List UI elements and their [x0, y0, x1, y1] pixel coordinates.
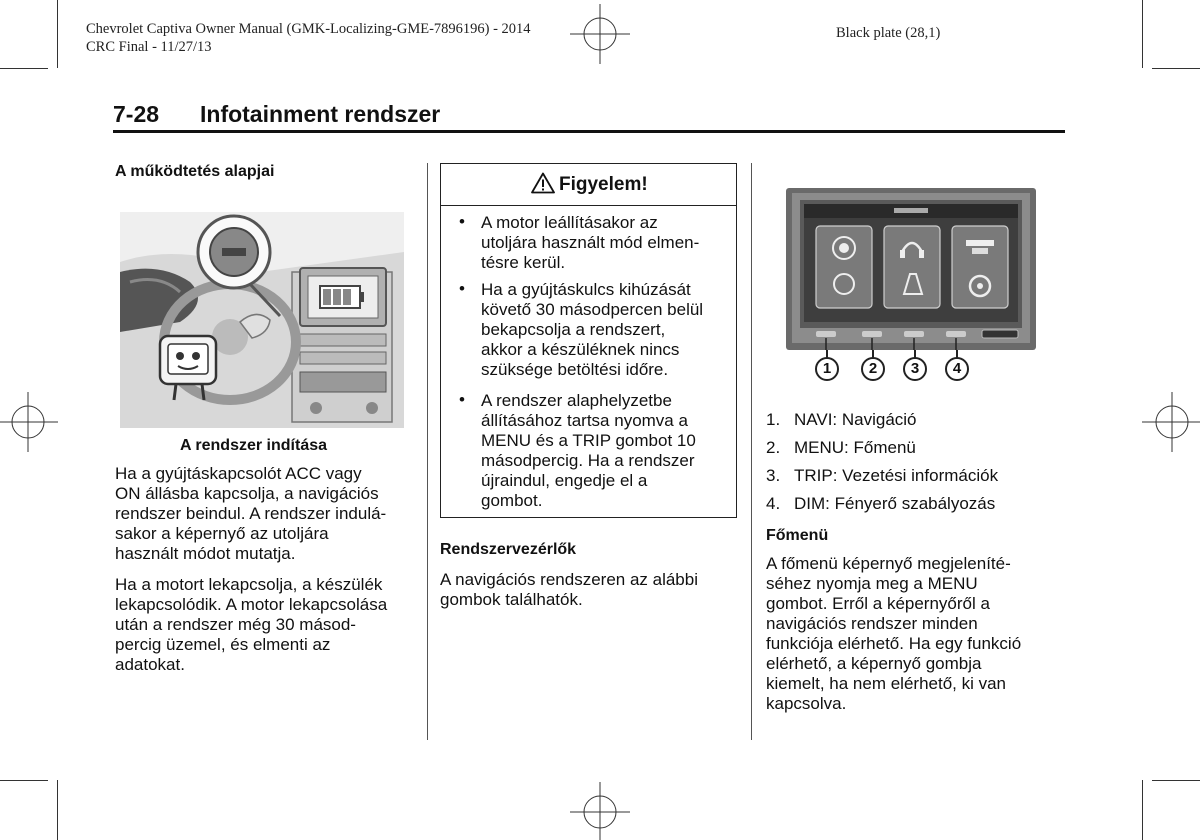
paragraph-main-menu — [766, 554, 1021, 714]
bullet: • — [459, 212, 465, 231]
page-title: Infotainment rendszer — [200, 101, 441, 127]
paragraph-controls — [440, 570, 698, 610]
callout-3: 3 — [903, 357, 927, 381]
warning-triangle-icon — [531, 172, 555, 194]
warning-header — [441, 164, 736, 206]
paragraph-line: kapcsolva. — [766, 694, 847, 713]
list-item-menu: MENU: Főmenü — [794, 438, 916, 457]
paragraph-line: funkciója elérhető. Ha egy funkció — [766, 634, 1022, 653]
warning-line: utoljára használt mód elmen- — [481, 233, 700, 252]
registration-mark-left — [0, 392, 58, 452]
warning-box — [440, 163, 737, 518]
paragraph-line: elérhető, a képernyő gombja — [766, 654, 982, 673]
warning-line: gombot. — [481, 491, 543, 510]
warning-title: Figyelem! — [559, 174, 648, 195]
list-number: 4. — [766, 494, 781, 513]
warning-line: tésre kerül. — [481, 253, 566, 272]
paragraph-line: percig üzemel, és elmenti az — [115, 635, 331, 654]
bullet: • — [459, 279, 465, 298]
paragraph-line: ON állásba kapcsolja, a navigációs — [115, 484, 379, 503]
page-number: 7-28 — [113, 101, 160, 127]
warning-line: Ha a gyújtáskulcs kihúzását — [481, 280, 691, 299]
paragraph-line: Ha a gyújtáskapcsolót ACC vagy — [115, 464, 362, 483]
column-divider-2 — [751, 163, 752, 740]
paragraph-line: navigációs rendszer minden — [766, 614, 978, 633]
callout-4: 4 — [945, 357, 969, 381]
paragraph-line: gombot. Erről a képernyőről a — [766, 594, 990, 613]
warning-line: újraindul, engedje el a — [481, 471, 648, 490]
callout-1: 1 — [815, 357, 839, 381]
registration-mark-right — [1142, 392, 1200, 452]
list-number: 2. — [766, 438, 781, 457]
warning-line: A rendszer alaphelyzetbe — [481, 391, 672, 410]
warning-line: bekapcsolja a rendszert, — [481, 320, 666, 339]
warning-line: akkor a készüléknek nincs — [481, 340, 680, 359]
bullet: • — [459, 390, 465, 409]
section-heading-basics: A működtetés alapjai — [115, 163, 275, 180]
page-heading — [113, 101, 1065, 133]
navigation-unit-illustration — [786, 188, 1036, 350]
paragraph-line: lekapcsolódik. A motor lekapcsolása — [115, 595, 388, 614]
print-header-line2: CRC Final - 11/27/13 — [86, 39, 212, 55]
warning-line: követő 30 másodpercen belül — [481, 300, 704, 319]
registration-mark-bottom — [570, 782, 630, 840]
paragraph-line: kiemelt, ha nem elérhető, ki van — [766, 674, 1007, 693]
warning-item-1 — [481, 213, 731, 273]
warning-line: másodpercig. Ha a rendszer — [481, 451, 695, 470]
print-header-plate: Black plate (28,1) — [836, 25, 941, 41]
paragraph-line: adatokat. — [115, 655, 185, 674]
paragraph-line: gombok találhatók. — [440, 590, 583, 609]
warning-line: állításához tartsa nyomva a — [481, 411, 688, 430]
section-heading-controls: Rendszervezérlők — [440, 541, 577, 558]
list-number: 1. — [766, 410, 781, 429]
paragraph-line: után a rendszer még 30 másod- — [115, 615, 356, 634]
paragraph-line: Ha a motort lekapcsolja, a készülék — [115, 575, 383, 594]
registration-mark-top — [570, 4, 630, 64]
warning-line: MENU és a TRIP gombot 10 — [481, 431, 696, 450]
print-header-line1: Chevrolet Captiva Owner Manual (GMK-Localizing-GME-7896196) - 2014 — [86, 21, 531, 37]
paragraph-line: használt módot mutatja. — [115, 544, 296, 563]
system-startup-illustration — [120, 212, 404, 428]
warning-item-2 — [481, 280, 731, 380]
paragraph-line: A főmenü képernyő megjeleníté- — [766, 554, 1011, 573]
paragraph-line: rendszer beindul. A rendszer indulá- — [115, 504, 387, 523]
section-heading-main-menu: Főmenü — [766, 527, 829, 544]
paragraph-ignition — [115, 464, 386, 564]
list-number: 3. — [766, 466, 781, 485]
callout-2: 2 — [861, 357, 885, 381]
paragraph-line: A navigációs rendszeren az alábbi — [440, 570, 698, 589]
warning-line: A motor leállításakor az — [481, 213, 658, 232]
list-item-navi: NAVI: Navigáció — [794, 410, 917, 429]
warning-item-3 — [481, 391, 731, 511]
warning-line: szüksége betöltési időre. — [481, 360, 669, 379]
figure-caption: A rendszer indítása — [180, 437, 328, 454]
paragraph-engine-off — [115, 575, 387, 675]
column-divider-1 — [427, 163, 428, 740]
paragraph-line: séhez nyomja meg a MENU — [766, 574, 978, 593]
list-item-dim: DIM: Fényerő szabályozás — [794, 494, 996, 513]
paragraph-line: sakor a képernyő az utoljára — [115, 524, 329, 543]
list-item-trip: TRIP: Vezetési információk — [794, 466, 999, 485]
